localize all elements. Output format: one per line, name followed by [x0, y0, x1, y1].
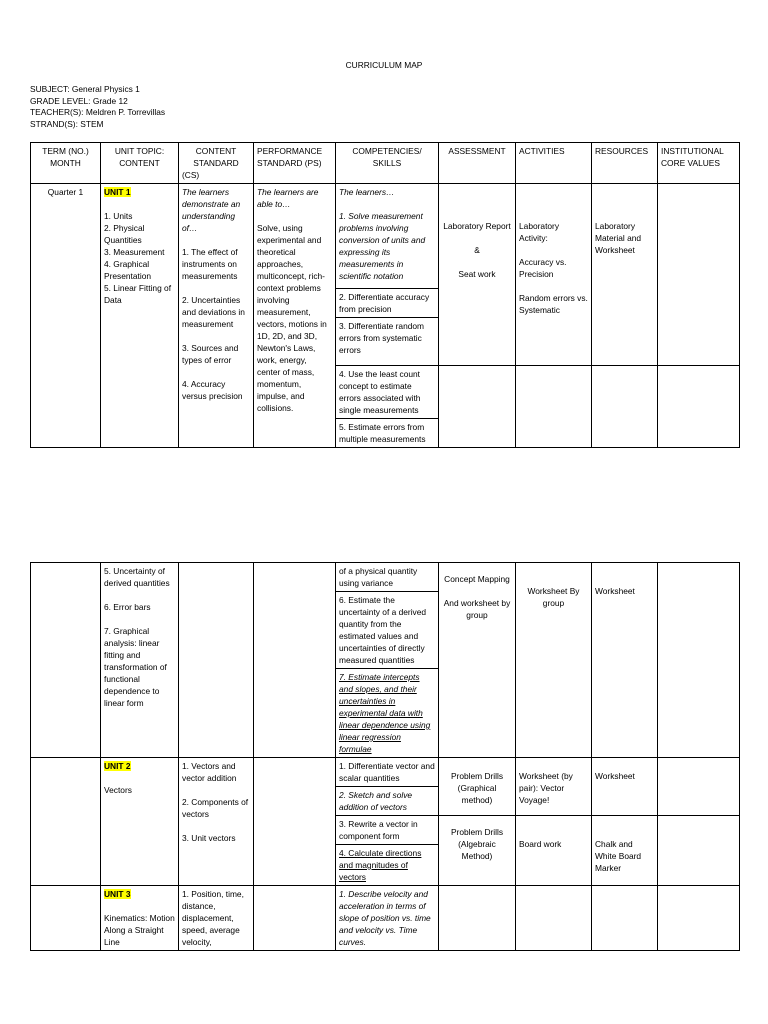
- competencies-cell: 3. Rewrite a vector in component form 4. Calculate directions and magnitudes of vectors: [336, 816, 439, 886]
- table-row: [31, 563, 740, 758]
- assessment-cell: Laboratory Report & Seat work: [439, 184, 516, 366]
- activities-cell: Board work: [516, 816, 592, 886]
- header-resources: RESOURCES: [592, 143, 658, 184]
- content-standard-cell: The learners demonstrate an understanding of… 1. The effect of instruments on measurements 2. Uncertainties and deviations in measurement 3. Sources and types of error 4. Accuracy versus precision: [179, 184, 254, 448]
- table-row: [31, 758, 740, 816]
- topic-cell: UNIT 2 Vectors: [101, 758, 179, 886]
- competencies-cell: 4. Use the least count concept to estimate errors associated with single measurements 5. Estimate errors from multiple measurements: [336, 366, 439, 448]
- assessment-cell: Problem Drills (Algebraic Method): [439, 816, 516, 886]
- performance-standard-cell: The learners are able to… Solve, using experimental and theoretical approaches, multiconcept, rich-context problems involving measurement, vectors, motions in 1D, 2D, and 3D, Newton's Laws, work, energy, center of mass, momentum, impulse, and collisions.: [254, 184, 336, 448]
- table-header-row: [31, 143, 740, 184]
- topic-cell: 5. Uncertainty of derived quantities 6. Error bars 7. Graphical analysis: linear fitting and transformation of functional dependence to linear form: [101, 563, 179, 758]
- content-standard-cell: 1. Position, time, distance, displacement, speed, average velocity,: [179, 886, 254, 951]
- term-cell: [31, 886, 101, 951]
- table-row: [31, 184, 740, 366]
- page-title: CURRICULUM MAP: [345, 60, 423, 70]
- header-topic: UNIT TOPIC: CONTENT: [101, 143, 179, 184]
- activities-cell: Worksheet By group: [516, 563, 592, 758]
- core-values-cell: [658, 563, 740, 758]
- core-values-cell: [658, 366, 740, 448]
- term-cell: [31, 563, 101, 758]
- document-meta: [30, 84, 165, 130]
- assessment-cell: Problem Drills (Graphical method): [439, 758, 516, 816]
- topic-cell: UNIT 1 1. Units 2. Physical Quantities 3. Measurement 4. Graphical Presentation 5. Linear Fitting of Data: [101, 184, 179, 448]
- topic-cell: UNIT 3 Kinematics: Motion Along a Straight Line: [101, 886, 179, 951]
- grade-line: GRADE LEVEL: Grade 12: [30, 95, 128, 106]
- resources-cell: Worksheet: [592, 758, 658, 816]
- assessment-cell: [439, 366, 516, 448]
- strand-line: STRAND(S): STEM: [30, 118, 104, 129]
- header-activities: ACTIVITIES: [516, 143, 592, 184]
- unit-label: UNIT 3: [104, 889, 131, 899]
- performance-standard-cell: [254, 758, 336, 886]
- content-standard-cell: 1. Vectors and vector addition 2. Components of vectors 3. Unit vectors: [179, 758, 254, 886]
- term-cell: [31, 758, 101, 886]
- unit-label: UNIT 1: [104, 187, 131, 197]
- competencies-cell: 1. Describe velocity and acceleration in terms of slope of position vs. time and velocity vs. Time curves.: [336, 886, 439, 951]
- assessment-cell: [439, 886, 516, 951]
- content-standard-cell: [179, 563, 254, 758]
- header-performance-standard: PERFORMANCE STANDARD (PS): [254, 143, 336, 184]
- resources-cell: Worksheet: [592, 563, 658, 758]
- activities-cell: [516, 886, 592, 951]
- performance-standard-cell: [254, 563, 336, 758]
- header-core-values: INSTITUTIONAL CORE VALUES: [658, 143, 740, 184]
- header-term: TERM (NO.) MONTH: [31, 143, 101, 184]
- assessment-cell: Concept Mapping And worksheet by group: [439, 563, 516, 758]
- core-values-cell: [658, 816, 740, 886]
- competencies-cell: The learners… 1. Solve measurement problems involving conversion of units and expressing its measurements in scientific notation 2. Differentiate accuracy from precision 3. Differentiate random errors from systematic errors: [336, 184, 439, 366]
- competencies-cell: of a physical quantity using variance 6. Estimate the uncertainty of a derived quantity from the estimated values and uncertainties of directly measured quantities 7. Estimate intercepts and slopes, and their uncertainties in experimental data with linear dependence using linear regression formulae: [336, 563, 439, 758]
- unit-label: UNIT 2: [104, 761, 131, 771]
- curriculum-table-continued: [30, 562, 740, 951]
- activities-cell: Worksheet (by pair): Vector Voyage!: [516, 758, 592, 816]
- header-content-standard: CONTENT STANDARD (CS): [179, 143, 254, 184]
- subject-line: SUBJECT: General Physics 1: [30, 84, 140, 94]
- curriculum-table-quarter1: [30, 142, 740, 448]
- core-values-cell: [658, 184, 740, 366]
- resources-cell: Laboratory Material and Worksheet: [592, 184, 658, 366]
- resources-cell: [592, 886, 658, 951]
- competencies-cell: 1. Differentiate vector and scalar quantities 2. Sketch and solve addition of vectors: [336, 758, 439, 816]
- activities-cell: Laboratory Activity: Accuracy vs. Precision Random errors vs. Systematic: [516, 184, 592, 366]
- resources-cell: Chalk and White Board Marker: [592, 816, 658, 886]
- core-values-cell: [658, 758, 740, 816]
- teacher-line: TEACHER(S): Meldren P. Torrevillas: [30, 107, 166, 117]
- term-cell: Quarter 1: [31, 184, 101, 448]
- performance-standard-cell: [254, 886, 336, 951]
- table-row: [31, 886, 740, 951]
- resources-cell: [592, 366, 658, 448]
- header-competencies: COMPETENCIES/ SKILLS: [336, 143, 439, 184]
- activities-cell: [516, 366, 592, 448]
- core-values-cell: [658, 886, 740, 951]
- header-assessment: ASSESSMENT: [439, 143, 516, 184]
